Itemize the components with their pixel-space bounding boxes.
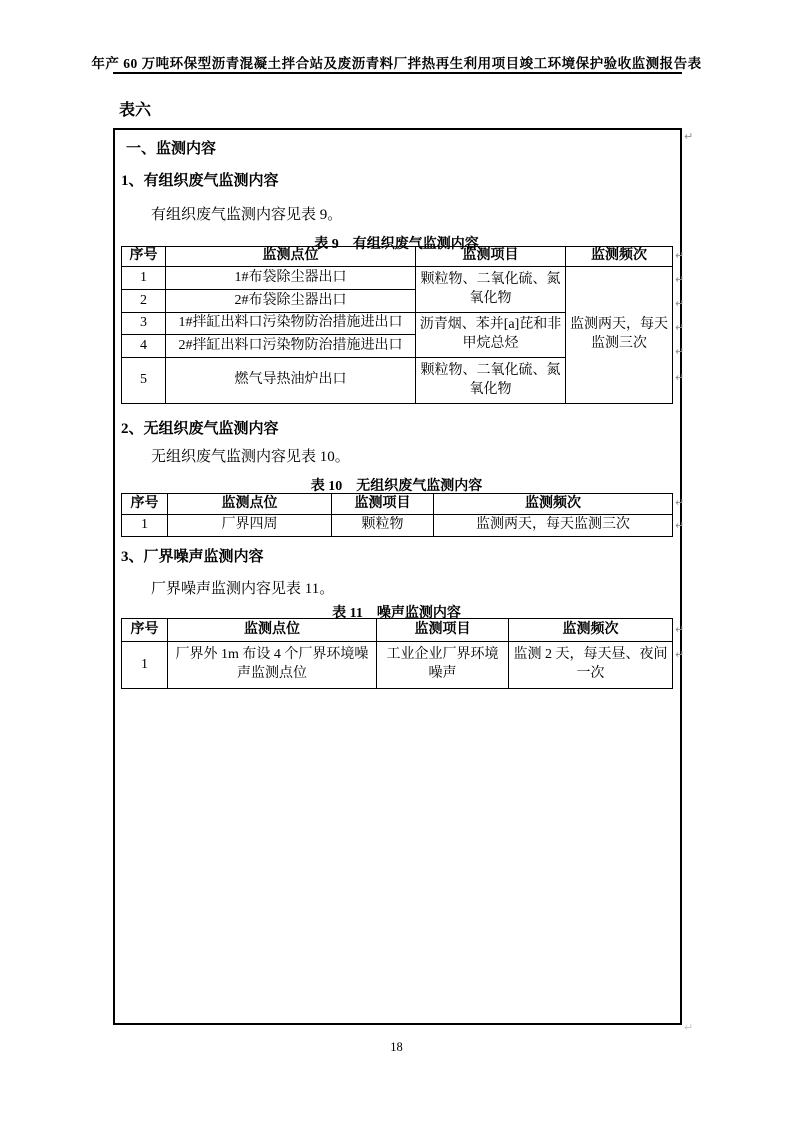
paragraph-return-icon: ↵ bbox=[675, 519, 685, 532]
table11-caption: 表 11 噪声监测内容 bbox=[332, 606, 461, 621]
paragraph-return-icon: ↵ bbox=[675, 623, 685, 636]
intro-organized-gas: 有组织废气监测内容见表 9。 bbox=[151, 207, 343, 223]
table9-header-row bbox=[122, 247, 673, 267]
paragraph-return-icon: ↵ bbox=[675, 297, 685, 310]
table11-row1-item: 工业企业厂界环境噪声 bbox=[377, 642, 509, 689]
table10-header-point: 监测点位 bbox=[168, 494, 332, 515]
table-row bbox=[122, 642, 673, 689]
table11 bbox=[121, 618, 673, 689]
paragraph-return-icon: ↵ bbox=[675, 249, 685, 262]
table9-row3-no: 3 bbox=[122, 313, 166, 335]
table9-row5-no: 5 bbox=[122, 358, 166, 404]
table10-row1-point: 厂界四周 bbox=[168, 515, 332, 537]
table11-header-frequency: 监测频次 bbox=[509, 619, 673, 642]
table11-row1-frequency: 监测 2 天，每天昼、夜间一次 bbox=[509, 642, 673, 689]
table9-caption: 表 9 有组织废气监测内容 bbox=[314, 237, 479, 252]
table10-caption: 表 10 无组织废气监测内容 bbox=[310, 479, 483, 494]
table10-header-row bbox=[122, 494, 673, 515]
table9-row1-point: 1#布袋除尘器出口 bbox=[166, 267, 416, 290]
table10-header-item: 监测项目 bbox=[332, 494, 434, 515]
table9-header-frequency: 监测频次 bbox=[566, 247, 673, 267]
paragraph-return-icon: ↵ bbox=[675, 273, 685, 286]
table9-header-point: 监测点位 bbox=[166, 247, 416, 267]
table11-row1-no: 1 bbox=[122, 642, 168, 689]
table9-header-seq: 序号 bbox=[122, 247, 166, 267]
table-row bbox=[122, 515, 673, 537]
paragraph-return-icon: ↵ bbox=[675, 496, 685, 509]
table11-header-seq: 序号 bbox=[122, 619, 168, 642]
table10-row1-no: 1 bbox=[122, 515, 168, 537]
intro-unorganized-gas: 无组织废气监测内容见表 10。 bbox=[151, 449, 350, 465]
table10-row1-frequency: 监测两天，每天监测三次 bbox=[434, 515, 673, 537]
page-number: 18 bbox=[390, 1040, 403, 1054]
table11-header-row bbox=[122, 619, 673, 642]
table10-header-frequency: 监测频次 bbox=[434, 494, 673, 515]
table-row bbox=[122, 267, 673, 290]
table9-item-rows-1-2: 颗粒物、二氧化硫、氮氧化物 bbox=[416, 267, 566, 313]
table9 bbox=[121, 246, 673, 404]
paragraph-return-icon: ↵ bbox=[684, 1021, 694, 1034]
paragraph-return-icon: ↵ bbox=[675, 648, 685, 661]
table9-row4-no: 4 bbox=[122, 335, 166, 358]
table10-row1-item: 颗粒物 bbox=[332, 515, 434, 537]
intro-boundary-noise: 厂界噪声监测内容见表 11。 bbox=[151, 581, 335, 597]
header-rule bbox=[113, 72, 682, 74]
table9-item-row-5: 颗粒物、二氧化硫、氮氧化物 bbox=[416, 358, 566, 404]
table10 bbox=[121, 493, 673, 537]
section-heading-boundary-noise: 3、厂界噪声监测内容 bbox=[121, 549, 264, 565]
table9-header-item: 监测项目 bbox=[416, 247, 566, 267]
table9-row2-point: 2#布袋除尘器出口 bbox=[166, 290, 416, 313]
table9-row4-point: 2#拌缸出料口污染物防治措施进出口 bbox=[166, 335, 416, 358]
paragraph-return-icon: ↵ bbox=[684, 130, 694, 143]
table9-item-rows-3-4: 沥青烟、苯并[a]芘和非甲烷总烃 bbox=[416, 313, 566, 358]
sheet-label: 表六 bbox=[119, 102, 152, 119]
section-heading-organized-gas: 1、有组织废气监测内容 bbox=[121, 173, 279, 189]
paragraph-return-icon: ↵ bbox=[675, 345, 685, 358]
section-heading-monitoring-content: 一、监测内容 bbox=[126, 141, 217, 157]
table11-row1-point: 厂界外 1m 布设 4 个厂界环境噪声监测点位 bbox=[168, 642, 377, 689]
table9-row5-point: 燃气导热油炉出口 bbox=[166, 358, 416, 404]
table10-header-seq: 序号 bbox=[122, 494, 168, 515]
table9-row1-no: 1 bbox=[122, 267, 166, 290]
document-header-title: 年产 60 万吨环保型沥青混凝土拌合站及废沥青料厂拌热再生利用项目竣工环境保护验收监测报告表 bbox=[91, 56, 702, 71]
paragraph-return-icon: ↵ bbox=[675, 371, 685, 384]
table9-row3-point: 1#拌缸出料口污染物防治措施进出口 bbox=[166, 313, 416, 335]
section-heading-unorganized-gas: 2、无组织废气监测内容 bbox=[121, 421, 279, 437]
table11-header-point: 监测点位 bbox=[168, 619, 377, 642]
table11-header-item: 监测项目 bbox=[377, 619, 509, 642]
table9-row2-no: 2 bbox=[122, 290, 166, 313]
table9-frequency-merged: 监测两天，每天监测三次 bbox=[566, 267, 673, 404]
paragraph-return-icon: ↵ bbox=[675, 321, 685, 334]
